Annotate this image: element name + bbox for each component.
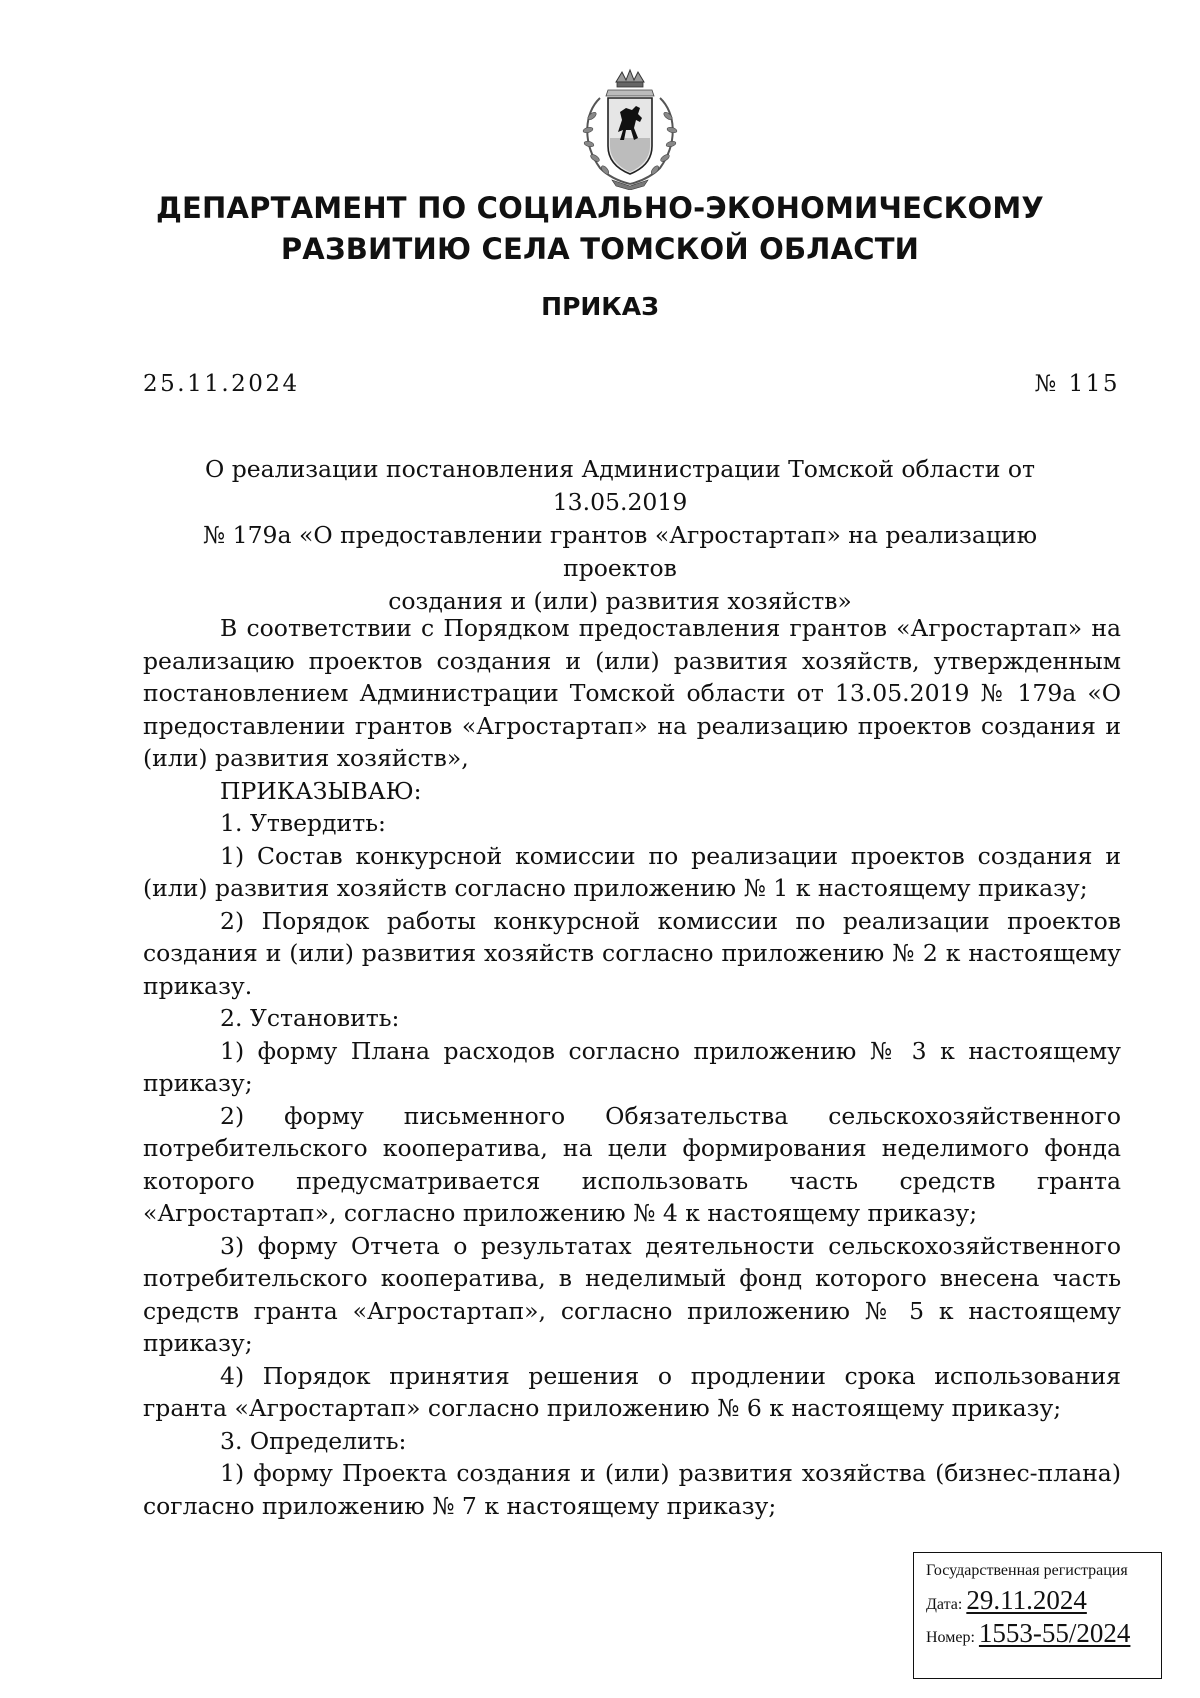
registration-title: Государственная регистрация xyxy=(926,1562,1128,1579)
section-3-item-1: 1) форму Проекта создания и (или) развития хозяйства (бизнес-плана) согласно приложению № 7 к настоящему приказу; xyxy=(143,1459,1121,1520)
preamble-paragraph: В соответствии с Порядком предоставления грантов «Агростартап» на реализацию проектов создания и (или) развития хозяйств, утвержденным постановлением Администрации Томской области от 13.05.2019 № 179а «О предоставлении грантов «Агростартап» на реализацию проектов создания и (или) развития хозяйств», xyxy=(143,614,1121,772)
organization-name-line-2: РАЗВИТИЮ СЕЛА ТОМСКОЙ ОБЛАСТИ xyxy=(280,232,920,266)
document-type-heading: ПРИКАЗ xyxy=(541,292,659,321)
section-2-item-2: 2) форму письменного Обязательства сельскохозяйственного потребительского кооператива, на цели формирования неделимого фонда которого предусматривается использовать часть средств гранта «Агростартап», согласно приложению № 4 к настоящему приказу; xyxy=(143,1101,1121,1227)
section-2-item-1: 1) форму Плана расходов согласно приложению № 3 к настоящему приказу; xyxy=(143,1036,1121,1097)
registration-stamp xyxy=(913,1552,1162,1679)
document-body xyxy=(143,612,1121,1522)
section-1-item-1: 1) Состав конкурсной комиссии по реализации проектов создания и (или) развития хозяйств согласно приложению № 1 к настоящему приказу; xyxy=(143,841,1121,902)
section-3-title: 3. Определить: xyxy=(220,1426,407,1455)
document-number: № 115 xyxy=(1034,371,1120,397)
order-word: ПРИКАЗЫВАЮ: xyxy=(220,776,422,805)
registration-number-label: Номер: xyxy=(926,1629,975,1646)
registration-date-value: 29.11.2024 xyxy=(966,1585,1087,1615)
registration-number-row xyxy=(926,1620,1161,1647)
subject-line: О реализации постановления Администрации Томской области от 13.05.2019 xyxy=(204,455,1036,516)
section-2-title: 2. Установить: xyxy=(220,1004,400,1032)
document-subject xyxy=(150,453,1090,618)
section-1-title: 1. Утвердить: xyxy=(220,809,386,837)
subject-line: № 179а «О предоставлении грантов «Агростартап» на реализацию проектов xyxy=(202,521,1038,582)
section-1-item-2: 2) Порядок работы конкурсной комиссии по реализации проектов создания и (или) развития хозяйств согласно приложению № 2 к настоящему приказу. xyxy=(143,906,1121,1000)
organization-name-line-1: ДЕПАРТАМЕНТ ПО СОЦИАЛЬНО-ЭКОНОМИЧЕСКОМУ xyxy=(156,191,1044,225)
subject-line: создания и (или) развития хозяйств» xyxy=(388,587,852,615)
section-2-item-4: 4) Порядок принятия решения о продлении срока использования гранта «Агростартап» согласно приложению № 6 к настоящему приказу; xyxy=(143,1361,1121,1422)
coat-of-arms-icon xyxy=(570,68,690,190)
document-date: 25.11.2024 xyxy=(143,371,300,397)
section-2-item-3: 3) форму Отчета о результатах деятельности сельскохозяйственного потребительского кооператива, в неделимый фонд которого внесена часть средств гранта «Агростартап», согласно приложению № 5 к настоящему приказу; xyxy=(143,1231,1121,1357)
registration-date-label: Дата: xyxy=(926,1596,963,1613)
registration-number-value: 1553-55/2024 xyxy=(978,1618,1131,1648)
registration-date-row xyxy=(926,1587,1161,1614)
